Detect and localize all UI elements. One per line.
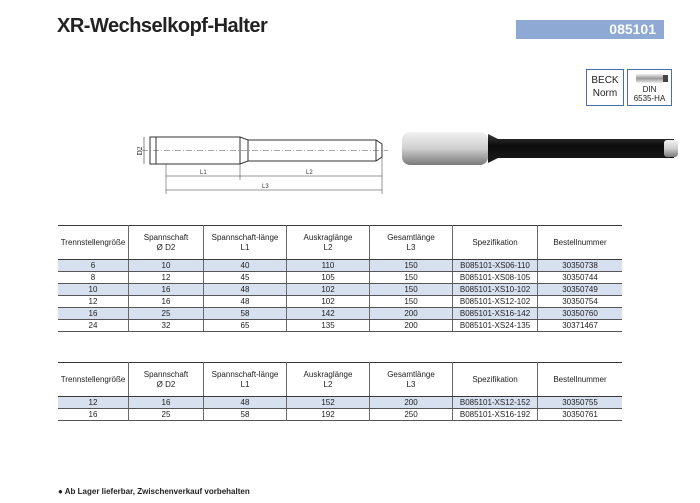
l1-label: L1 [200,170,207,176]
l2-label: L2 [306,170,313,176]
col-trennstelle: Trennstellengröße [58,363,129,397]
technical-drawing [130,128,392,198]
col-spannschaft: Spannschaft Ø D2 [129,363,204,397]
beck-label: BECK [591,75,619,86]
col-spannschaft: Spannschaft Ø D2 [129,226,204,260]
page-title: XR-Wechselkopf-Halter [57,15,268,37]
table-row: 12 16 48 152 200 B085101-XS12-152 30350755 [58,397,622,409]
col-spannschaft-laenge: Spannschaft-länge L1 [204,226,287,260]
col-auskraglaenge: Auskraglänge L2 [287,226,370,260]
holder-icon [636,74,664,83]
table-row: 6 10 40 110 150 B085101-XS06-110 30350738 [58,260,622,272]
col-auskraglaenge: Auskraglänge L2 [287,363,370,397]
din-number-label: 6535-HA [633,94,666,103]
col-gesamtlaenge: Gesamtlänge L3 [370,363,453,397]
col-bestellnummer: Bestellnummer [538,226,623,260]
spec-table-extended [58,362,622,421]
din-badge [627,69,672,106]
col-spezifikation: Spezifikation [453,226,538,260]
product-photo [398,128,688,168]
col-spezifikation: Spezifikation [453,363,538,397]
product-code-badge: 085101 [516,20,664,39]
l3-label: L3 [262,184,269,190]
table-row: 24 32 65 135 200 B085101-XS24-135 30371467 [58,320,622,332]
table-row: 12 16 48 102 150 B085101-XS12-102 30350754 [58,296,622,308]
spec-table-main [58,225,622,332]
table-row: 16 25 58 192 250 B085101-XS16-192 30350761 [58,409,622,421]
col-bestellnummer: Bestellnummer [538,363,623,397]
table-header-row [58,363,622,397]
table-row: 16 25 58 142 200 B085101-XS16-142 30350760 [58,308,622,320]
d2-label: D2 [136,146,144,156]
din-label: DIN [642,85,657,94]
beck-norm-badge [586,69,624,106]
table-row: 10 16 48 102 150 B085101-XS10-102 30350749 [58,284,622,296]
norm-label: Norm [592,88,618,99]
col-trennstelle: Trennstellengröße [58,226,129,260]
table-header-row [58,226,622,260]
table-row: 8 12 45 105 150 B085101-XS08-105 30350744 [58,272,622,284]
availability-footnote: ● Ab Lager lieferbar, Zwischenverkauf vorbehalten [58,487,250,496]
col-spannschaft-laenge: Spannschaft-länge L1 [204,363,287,397]
col-gesamtlaenge: Gesamtlänge L3 [370,226,453,260]
